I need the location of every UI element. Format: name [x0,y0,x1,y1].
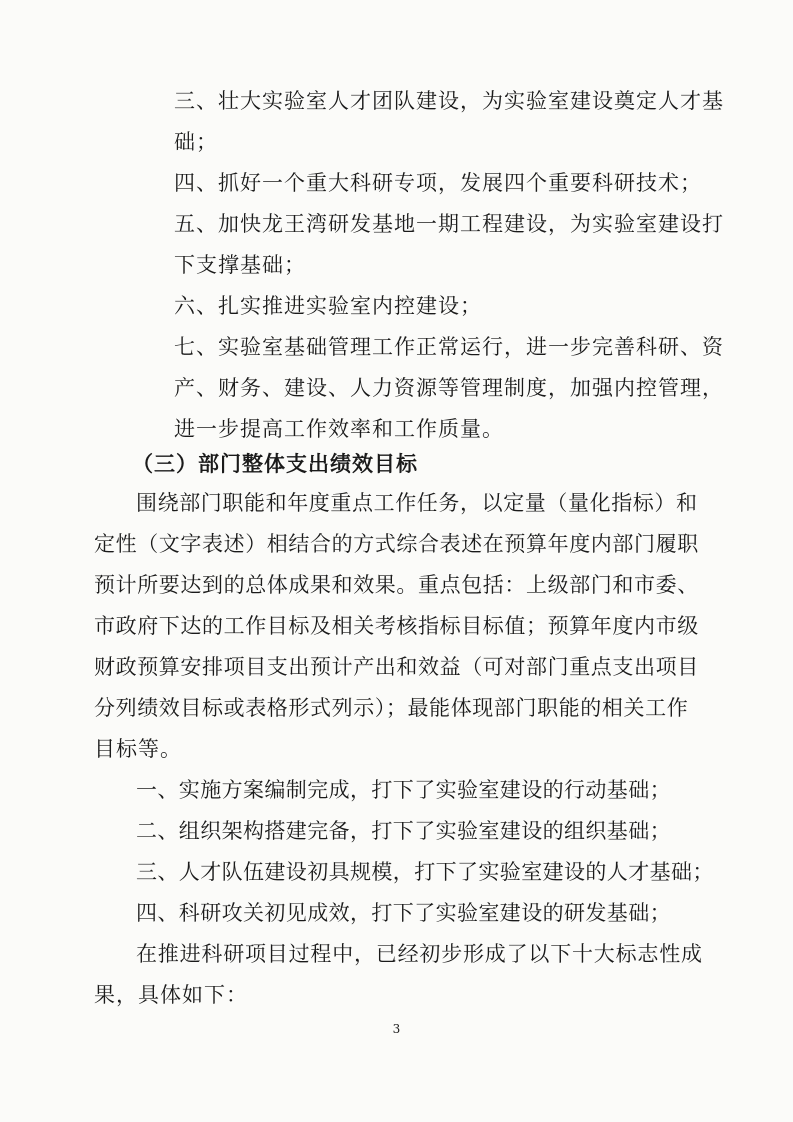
paragraph-line: 财政预算安排项目支出预计产出和效益（可对部门重点支出项目 [94,655,699,679]
paragraph-line: 定性（文字表述）相结合的方式综合表述在预算年度内部门履职 [94,532,699,556]
paragraph-line: 在推进科研项目过程中，已经初步形成了以下十大标志性成 [136,942,703,966]
page-number: 3 [392,1022,401,1036]
section-heading: （三）部门整体支出绩效目标 [132,451,418,476]
paragraph-line: 五、加快龙王湾研发基地一期工程建设，为实验室建设打 [174,212,724,236]
paragraph-line: 六、扎实推进实验室内控建设； [174,294,482,318]
paragraph-line: 七、实验室基础管理工作正常运行，进一步完善科研、资 [174,335,724,359]
paragraph-line: 果，具体如下： [94,983,248,1007]
paragraph-line: 下支撑基础； [174,253,306,277]
paragraph-line: 分列绩效目标或表格形式列示）；最能体现部门职能的相关工作 [94,696,689,720]
paragraph-line: 四、抓好一个重大科研专项，发展四个重要科研技术； [174,171,702,195]
paragraph-line: 三、壮大实验室人才团队建设，为实验室建设奠定人才基 [174,89,724,113]
paragraph-line: 础； [174,130,218,154]
paragraph-line: 进一步提高工作效率和工作质量。 [174,417,504,441]
paragraph-line: 市政府下达的工作目标及相关考核指标目标值；预算年度内市级 [94,614,699,638]
paragraph-line: 一、实施方案编制完成，打下了实验室建设的行动基础； [136,778,671,802]
paragraph-line: 产、财务、建设、人力资源等管理制度，加强内控管理， [174,376,724,400]
paragraph-line: 三、人才队伍建设初具规模，打下了实验室建设的人才基础； [136,860,714,884]
paragraph-line: 围绕部门职能和年度重点工作任务，以定量（量化指标）和 [136,491,698,515]
paragraph-line: 四、科研攻关初见成效，打下了实验室建设的研发基础； [136,901,671,925]
paragraph-line: 二、组织架构搭建完备，打下了实验室建设的组织基础； [136,819,671,843]
paragraph-line: 预计所要达到的总体成果和效果。重点包括：上级部门和市委、 [94,573,699,597]
paragraph-line: 目标等。 [94,737,182,761]
